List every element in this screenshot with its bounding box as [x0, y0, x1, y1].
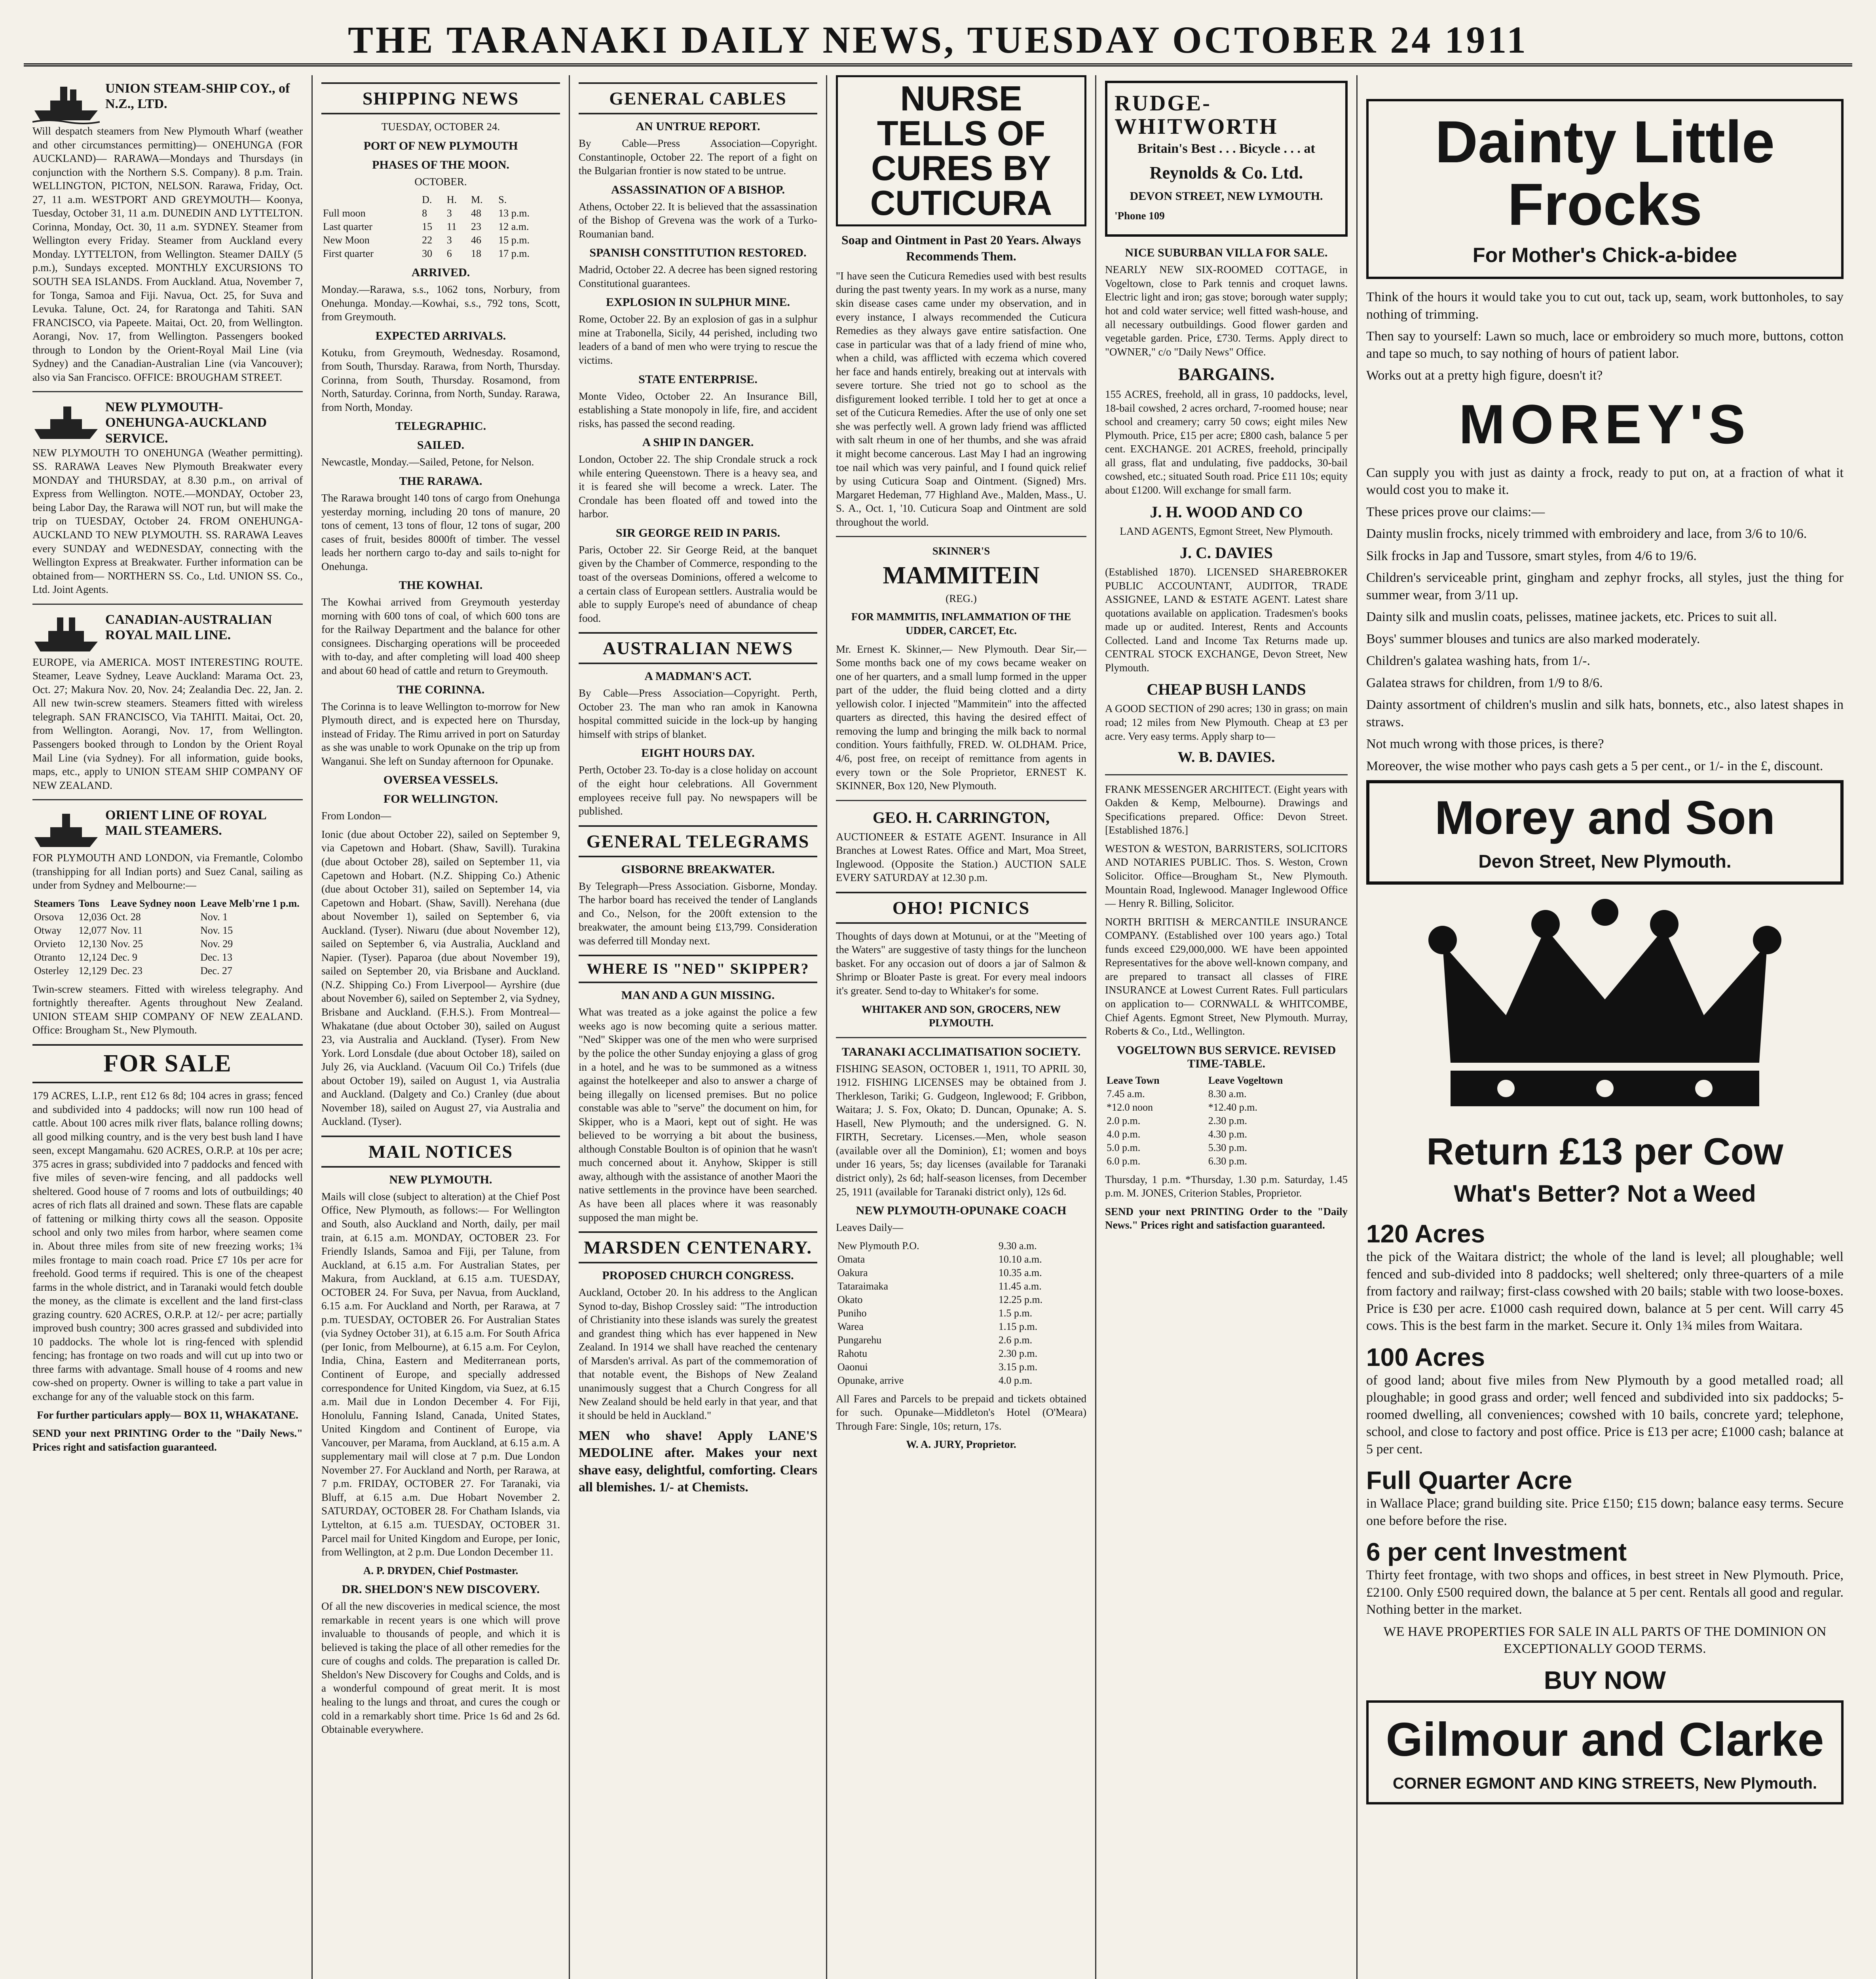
table-cell: Opunake, arrive [837, 1374, 904, 1386]
table-cell: 11.45 a.m. [998, 1280, 1042, 1292]
general-cables-heading: GENERAL CABLES [579, 82, 817, 114]
table-header-cell: Leave Vogeltown [1208, 1074, 1283, 1086]
acclimatisation-heading: TARANAKI ACCLIMATISATION SOCIETY. [841, 1045, 1081, 1058]
frocks-paragraph: These prices prove our claims:— [1366, 504, 1545, 519]
table-header-cell: S. [498, 194, 507, 206]
table-row [836, 1333, 1086, 1347]
story-heading: EXPLOSION IN SULPHUR MINE. [606, 296, 790, 309]
sheldon-text: Of all the new discoveries in medical science, the most remarkable in recent years is one which will prove invaluable to thousands of people, and which it is believed is taking the place of all other remedies for the cure of coughs and colds. The preparation is called Dr. Sheldon's New Discovery for Coughs and Colds, and is a wonderful compound of great merit. It is most healing to the lungs and throat, and cures the cough or cold in a remarkably short time. Price 1s 6d and 2s 6d. Obtainable everywhere. [321, 1600, 560, 1736]
kowhai-heading: THE KOWHAI. [399, 579, 483, 592]
coach-timetable [836, 1239, 1086, 1387]
rudge-text: Britain's Best . . . Bicycle . . . at [1137, 141, 1315, 156]
coach-foot: All Fares and Parcels to be prepaid and tickets obtained for such. Opunake—Middleton's Hotel (O'Meara) Through Fare: Single, 10s; return, 17s. [836, 1392, 1086, 1432]
cuticura-text: "I have seen the Cuticura Remedies used with best results during the past twenty years. In my work as a nurse, many skin disease cases came under my observation, and in every instance, I always recommended the Cuticura Remedies as they always gave entire satisfaction. One case in particular was that of a lady friend of mine who, when a child, was afflicted with eczema which covered her face and hands entirely, breaking out at intervals with severe torture. She tried not go to school as the disfigurement looked terrible. I told her to get at once a set of the Cuticura Remedies. After the use of only one set she was perfectly well. A grown lady friend was afflicted with salt rheum in one of her thumbs, and she was afraid it might become cancerous. Last May I had an ingrowing toe nail which was very painful, and I found quick relief by using Cuticura Soap and Ointment. (Signed) Mrs. Margaret Hedeman, 77 Highland Ave., Malden, Mass., U. S. A., Oct. 1, '10. Cuticura Soap and Ointment are sold throughout the world. [836, 270, 1086, 528]
orient-name: ORIENT LINE OF ROYAL MAIL STEAMERS. [105, 808, 266, 838]
price-item: Dainty silk and muslin coats, pelisses, matinee jackets, etc. Prices to suit all. [1366, 610, 1777, 625]
rarawa-text: The Rarawa brought 140 tons of cargo from Onehunga yesterday morning, including 20 tons of manure, 20 tons of cement, 13 tons of flour, 12 tons of sugar, 200 cases of fruit, besides 8000ft of timber. The vessel leads her northern cargo to-day and sails to-night for Onehunga. [321, 492, 560, 572]
onehunga-text: NEW PLYMOUTH TO ONEHUNGA (Weather permitting). SS. RARAWA Leaves New Plymouth Breakwater every MONDAY and THURSDAY, at 8.30 p.m., on arrival of Express from Wellington. NOTE.—MONDAY, October 23, being Labor Day, the Rarawa will NOT run, but will make the trip on TUESDAY, October 24. FROM ONEHUNGA-AUCKLAND TO NEW PLYMOUTH. SS. RARAWA Leaves every SUNDAY and WEDNESDAY, connecting with the Wellington Express at Breakwater. Further information can be obtained from— NORTHERN SS. Co., Ltd. UNION SS. Co., Ltd. Joint Agents. [32, 446, 303, 596]
onehunga-ad [32, 399, 303, 446]
divider [1105, 774, 1348, 775]
carrington-heading: GEO. H. CARRINGTON, [872, 808, 1050, 826]
story-heading: SIR GEORGE REID IN PARIS. [615, 526, 780, 539]
phone-number: 'Phone 109 [1115, 209, 1165, 222]
for-sale-text: 179 ACRES, L.I.P., rent £12 6s 8d; 104 acres in grass; fenced and subdivided into 4 paddocks; will now run 100 head of cattle. About 100 acres milk river flats, balance rolling downs; all good milking country, and is the very best bush land I have seen, except Mangamahu. 620 ACRES, O.R.P. at 10s per acre; 375 acres in grass; subdivided into 7 paddocks and fenced with five miles of seven-wire fencing, and all paddocks well sheltered. Good house of 7 rooms and lots of outbuildings; 40 acres of rich flats all drained and sown. These flats are capable of fattening or milking thirty cows all the season. Opposite school and only two miles from harbor, where seamen come in. About three miles from site of new freezing works; 1¾ miles frontage to main coach road. Price £7 10s per acre for freehold. Good terms if required. This is one of the cheapest farms in the whole district, and in Taranaki would fetch double the money, as the climate is excellent and the land first-class grazing country. 620 ACRES, O.R.P. at 12/- per acre; partially improved bush country; 300 acres grassed and subdivided into 10 paddocks. The whole lot is ring-fenced with splendid fencing; has frontage on two roads and will cut up into two or three farms with advantage. Small house of 4 rooms and new cow-shed on property. Owner is willing to take a part value in exchange for any of the valuable stock on this farm. [32, 1089, 303, 1403]
story-heading: ASSASSINATION OF A BISHOP. [611, 183, 785, 196]
table-cell: 22 [422, 234, 433, 246]
table-cell: 1.15 p.m. [998, 1320, 1038, 1332]
story-heading: EIGHT HOURS DAY. [641, 746, 755, 760]
table-cell: *12.40 p.m. [1208, 1101, 1258, 1113]
table-cell: Orsova [34, 911, 64, 923]
mail-sub-heading: NEW PLYMOUTH. [389, 1173, 492, 1186]
bush-lands-heading: CHEAP BUSH LANDS [1147, 680, 1306, 699]
table-cell: Last quarter [323, 221, 372, 233]
union-text: Will despatch steamers from New Plymouth Wharf (weather and other circumstances permitting)— ONEHUNGA (FOR AUCKLAND)— RARAWA—Mondays and Thursdays (in conjunction with the Northern S.S. Company). 8 p.m. Train. WELLINGTON, PICTON, NELSON. Rarawa, Friday, Oct. 27, 11 a.m. WESTPORT AND GREYMOUTH— Koonya, Tuesday, October 31, 11 a.m. DUNEDIN AND LYTTELTON. Corinna, Monday, Oct. 30, 11 a.m. SYDNEY. Steamer from Wellington every Friday. Steamer from Auckland every Monday. LYTTELTON, from Wellington. Steamer DAILY (5 p.m.), Sundays excepted. MONTHLY EXCURSIONS TO SOUTH SEA ISLANDS. From Auckland. Atua, November 7, for Tonga, Samoa and Fiji. Navua, Oct. 25, for Suva and Levuka. Talune, Oct. 24, for Raratonga and Tahiti. SAN FRANCISCO, via Papeete. Maitai, Oct. 20, from Wellington. Aorangi, Nov. 17, from Wellington. Passengers booked through to London by the Orient-Royal Mail Line (via Sydney) and the Canadian-Australian Line (via Vancouver); also via San Francisco. OFFICE: BROUGHAM STREET. [32, 125, 303, 383]
table-header-row [1105, 1074, 1348, 1087]
telegraphic-heading: TELEGRAPHIC. [395, 420, 486, 433]
frocks-sub: For Mother's Chick-a-bidee [1472, 244, 1737, 267]
table-cell: 6.0 p.m. [1107, 1155, 1141, 1167]
weston-text: WESTON & WESTON, BARRISTERS, SOLICITORS AND NOTARIES PUBLIC. Thos. S. Weston, Crown Solicitor. Office—Brougham St., New Plymouth. Mountain Road, Inglewood. Manager Inglewood Office — Henry R. Billing, Solicitor. [1105, 842, 1348, 910]
dainty-frocks-box [1366, 99, 1844, 279]
table-cell: Omata [837, 1253, 865, 1265]
story-text: Auckland, October 20. In his address to the Anglican Synod to-day, Bishop Crossley said: "The introduction of Christianity into these islands was surely the greatest and grandest thing which has ever happened in New Zealand. In 1914 we shall have reached the centenary of Marsden's arrival. As part of the commemoration of that notable event, the Bishops of New Zealand unanimously suggest that a Church Congress for all New Zealand should be held early in that year, and that it should be held in Auckland." [579, 1286, 817, 1421]
table-row [836, 1280, 1086, 1293]
table-row [1105, 1155, 1348, 1168]
investment-text: Thirty feet frontage, with two shops and offices, in best street in New Plymouth. Price, £2100. Only £500 required down, the balance at 5 per cent. Rentals all good and regular. Nothing better in the market. [1366, 1568, 1844, 1617]
corinna-heading: THE CORINNA. [397, 683, 485, 696]
a120-text: the pick of the Waitara district; the whole of the land is level; all ploughable; well fenced and sub-divided into 8 paddocks; well sheltered; only three-quarters of a mile from factory and railway; first-class cowshed with 20 bails; stable with two loose-boxes. Price is £30 per acre. £1000 cash required down, balance at 5 per cent. Will carry 45 cows. This is the best farm in the market. Secure it. Only 1¾ miles from Waitara. [1366, 1250, 1844, 1333]
steamship-icon [32, 612, 100, 655]
steamship-icon [32, 81, 100, 124]
table-cell: Rahotu [837, 1347, 868, 1359]
quarter-acre-text: in Wallace Place; grand building site. Price £150; £15 down; balance easy terms. Secure one before before the rise. [1366, 1496, 1844, 1528]
a100-heading: 100 Acres [1366, 1343, 1485, 1371]
gilmour-and-clarke: Gilmour and Clarke [1386, 1713, 1824, 1766]
for-sale-heading: FOR SALE [32, 1044, 303, 1083]
table-row [32, 937, 303, 951]
masthead [24, 16, 1852, 66]
frocks-paragraph: Can supply you with just as dainty a frock, ready to put on, at a fraction of what it would cost you to make it. [1366, 465, 1844, 498]
table-row [836, 1293, 1086, 1307]
bush-lands-text: A GOOD SECTION of 290 acres; 130 in grass; on main road; 12 miles from New Plymouth. Cheap at £3 per acre. Very easy terms. Apply sharp to— [1105, 703, 1348, 742]
for-sale-contact: For further particulars apply— BOX 11, WHAKATANE. [37, 1409, 298, 1421]
table-row [836, 1307, 1086, 1320]
table-cell: Okato [837, 1293, 863, 1305]
morey-address: Devon Street, New Plymouth. [1478, 851, 1732, 872]
newspaper-title: THE TARANAKI DAILY NEWS, TUESDAY OCTOBER 24 1911 [347, 18, 1529, 61]
mammitein-sub: FOR MAMMITIS, INFLAMMATION OF THE UDDER, CARCET, Etc. [851, 611, 1071, 637]
table-cell: 10.35 a.m. [998, 1267, 1042, 1278]
table-header-cell: Tons [78, 897, 99, 909]
table-row [836, 1253, 1086, 1266]
column-general-cables [570, 75, 827, 1979]
table-cell: Dec. 23 [110, 965, 143, 976]
table-cell: 3 [446, 207, 452, 219]
table-row [836, 1374, 1086, 1387]
return-per-cow: Return £13 per Cow [1426, 1130, 1783, 1173]
table-cell: 4.30 p.m. [1208, 1128, 1248, 1140]
table-header-cell: Leave Melb'rne 1 p.m. [200, 897, 300, 909]
table-header-cell: D. [422, 194, 432, 206]
rarawa-heading: THE RARAWA. [399, 475, 482, 488]
frocks-title: Dainty Little Frocks [1435, 108, 1775, 237]
moreys-heading: MOREY'S [1458, 393, 1751, 455]
column-shipping-ads [24, 75, 313, 1979]
table-cell: 8.30 a.m. [1208, 1088, 1247, 1100]
story-text: By Telegraph—Press Association. Gisborne, Monday. The harbor board has received the tender of Langlands and Co., Nelson, for the 200ft extension to the breakwater, the amount being £13,799. Consideration was deferred till Monday next. [579, 880, 817, 947]
divider [32, 799, 303, 800]
table-row [836, 1266, 1086, 1280]
table-cell: 6 [446, 248, 452, 260]
mammitein-name: MAMMITEIN [883, 562, 1040, 589]
quarter-acre-heading: Full Quarter Acre [1366, 1466, 1572, 1495]
price-item: Dainty muslin frocks, nicely trimmed with embroidery and lace, from 3/6 to 10/6. [1366, 526, 1807, 541]
crown-illustration [1366, 896, 1844, 1120]
table-row [1105, 1114, 1348, 1128]
a120-heading: 120 Acres [1366, 1219, 1485, 1248]
table-cell: 15 [422, 221, 433, 233]
table-cell: Osterley [34, 965, 69, 976]
moon-month: OCTOBER. [414, 175, 467, 188]
picnics-heading: OHO! PICNICS [836, 892, 1086, 924]
table-row [1105, 1141, 1348, 1155]
table-header-cell: H. [446, 194, 457, 206]
table-cell: New Plymouth P.O. [837, 1240, 919, 1252]
table-cell: Oakura [837, 1267, 868, 1278]
table-cell: 17 p.m. [498, 248, 530, 260]
table-row [321, 247, 560, 260]
table-row [1105, 1087, 1348, 1101]
printing-ad: SEND your next PRINTING Order to the "Daily News." Prices right and satisfaction guaranteed. [32, 1427, 303, 1453]
port-heading: PORT OF NEW PLYMOUTH [363, 139, 518, 152]
story-text: London, October 22. The ship Crondale struck a rock while entering Queenstown. There is a heavy sea, and it is feared she will become a wreck. Later. The Crondale has been floated off and towed into the harbor. [579, 453, 817, 520]
overseas-text: Ionic (due about October 22), sailed on September 9, via Capetown and Hobart. (Shaw, Savill). Turakina (due about October 28), sailed on September 11, via Capetown and Hobart. (N.Z. Shipping Co.) Athenic (due about October 31), sailed on September 14, via Capetown and Hobart. (Shaw, Savill). Nerehana (due about November 1), sailed on September 6, via Auckland. (Tyser). Niwaru (due about November 12), sailed on September 6, via Australia, Auckland and Napier. (Tyser). Paparoa (due about November 19), sailed on September 20, via Brisbane and Auckland. (N.Z. Shipping Co.) From Liverpool— Ayrshire (due about November 6), sailed on September 2, via Sydney, Brisbane and Auckland. (F.H.S.). From Montreal— Whakatane (due about October 30), sailed on August 23, via Australia and Auckland. (Tyser). From New York. Lord Lonsdale (due about October 18), sailed on July 26, via Auckland. (Vacuum Oil Co.) Trifels (due about October 19), sailed on August 1, via Australia and Auckland. (Dalgety and Co.) Cranley (due about November 18), sailed on August 27, via Australia and Auckland. (Tyser). [321, 828, 560, 1128]
table-cell: 15 p.m. [498, 234, 530, 246]
rudge-whitworth-ad [1105, 81, 1348, 237]
shipping-date: TUESDAY, OCTOBER 24. [381, 121, 500, 133]
table-cell: First quarter [323, 248, 374, 260]
story-heading: A SHIP IN DANGER. [642, 436, 754, 449]
table-cell: 13 p.m. [498, 207, 530, 219]
davies-heading: J. C. DAVIES [1180, 544, 1273, 562]
divider [836, 1037, 1086, 1038]
table-cell: Oaonui [837, 1361, 868, 1373]
table-cell: Full moon [323, 207, 366, 219]
table-cell: 5.30 p.m. [1208, 1141, 1248, 1153]
morey-and-son: Morey and Son [1434, 791, 1775, 845]
column-cuticura-ads [827, 75, 1096, 1979]
table-cell: Oct. 28 [110, 911, 141, 923]
sailed-text: Newcastle, Monday.—Sailed, Petone, for Nelson. [321, 456, 534, 468]
frocks-paragraph: Think of the hours it would take you to cut out, tack up, seam, work buttonholes, to say nothing of trimming. [1366, 290, 1844, 322]
davies-text: (Established 1870). LICENSED SHAREBROKER PUBLIC ACCOUNTANT, AUDITOR, TRADE ASSIGNEE, LAND & ESTATE AGENT. Latest share quotations available on application. Tradesmen's books made up or audited. Interest, Rents and Accounts Collected. Land and Income Tax Returns made up. CENTRAL STOCK EXCHANGE, Devon Street, New Plymouth. [1105, 566, 1348, 674]
expected-text: Kotuku, from Greymouth, Wednesday. Rosamond, from South, Thursday. Rarawa, from North, Thursday. Corinna, from South, Thursday. Rosamond, from North, Saturday. Corinna, from North, Sunday. Rarawa, from North, Monday. [321, 346, 560, 413]
morey-and-son-box [1366, 780, 1844, 885]
union-steamship-ad [32, 81, 303, 124]
corinna-text: The Corinna is to leave Wellington to-morrow for New Plymouth direct, and is expected here on Thursday, instead of Friday. The Rimu arrived in port on Saturday as she was unable to work Opunake on the trip up from Wanganui. She left on Sunday afternoon for Opunake. [321, 700, 560, 767]
union-name: UNION STEAM-SHIP COY., of N.Z., LTD. [105, 81, 290, 112]
villa-heading: NICE SUBURBAN VILLA FOR SALE. [1125, 246, 1328, 260]
london-heading: From London— [321, 810, 391, 822]
crown-icon [1427, 896, 1783, 1118]
table-cell: Orvieto [34, 938, 66, 950]
table-row [836, 1347, 1086, 1360]
table-row [321, 234, 560, 247]
whats-better: What's Better? Not a Weed [1454, 1180, 1756, 1207]
general-telegrams-heading: GENERAL TELEGRAMS [579, 825, 817, 857]
table-cell: Dec. 13 [200, 951, 232, 963]
table-cell: Dec. 27 [200, 965, 232, 976]
table-cell: 3.15 p.m. [998, 1361, 1038, 1373]
gilmour-address: CORNER EGMONT AND KING STREETS, New Plymouth. [1393, 1774, 1817, 1792]
gilmour-clarke-box [1366, 1700, 1844, 1804]
price-item: Boys' summer blouses and tunics are also marked moderately. [1366, 631, 1700, 646]
wood-heading: J. H. WOOD AND CO [1150, 503, 1303, 521]
table-row [32, 951, 303, 964]
moon-heading: PHASES OF THE MOON. [372, 158, 509, 171]
price-item: Children's galatea washing hats, from 1/-. [1366, 653, 1591, 669]
price-item: Dainty assortment of children's muslin and silk hats, bonnets, etc., also latest shapes in straws. [1366, 697, 1844, 729]
bargains-heading: BARGAINS. [1178, 365, 1275, 384]
table-row [321, 220, 560, 234]
table-header-cell [321, 193, 420, 207]
marsden-heading: MARSDEN CENTENARY. [579, 1231, 817, 1263]
story-text: By Cable—Press Association—Copyright. Perth, October 23. The man who ran amok in Kanowna hospital committed suicide in the lock-up by hanging himself with strips of blanket. [579, 687, 817, 740]
frocks-paragraph: Then say to yourself: Lawn so much, lace or embroidery so much more, buttons, cotton and tape so much, to say nothing of hours of patient labor. [1366, 329, 1844, 361]
story-heading: AN UNTRUE REPORT. [636, 120, 760, 133]
skinner-heading: SKINNER'S [932, 545, 990, 557]
story-heading: GISBORNE BREAKWATER. [621, 862, 775, 876]
a100-text: of good land; about five miles from New Plymouth by a good metalled road; all ploughable; in good grass and order; well fenced and subdivided into six paddocks; 5-roomed dwelling, all conveniences; cowshed with 10 bails, concrete yard; telephone, school, and close to factory and post office. Price is £13 per acre; £1000 cash; balance at 5 per cent. [1366, 1373, 1844, 1457]
story-text: Rome, October 22. By an explosion of gas in a sulphur mine at Trabonella, Sicily, 44 perished, including two leaders of a band of men who were trying to rescue the victims. [579, 313, 817, 367]
table-cell: 12,129 [78, 965, 107, 976]
table-row [836, 1239, 1086, 1253]
column-agents-ads [1096, 75, 1358, 1979]
canadian-australian-ad [32, 612, 303, 655]
table-cell: 23 [471, 221, 481, 233]
cuticura-sub: Soap and Ointment in Past 20 Years. Always Recommends Them. [841, 233, 1081, 263]
table-cell: 10.10 a.m. [998, 1253, 1042, 1265]
table-cell: 2.6 p.m. [998, 1334, 1033, 1346]
bus-timetable [1105, 1074, 1348, 1168]
sheldon-heading: DR. SHELDON'S NEW DISCOVERY. [342, 1583, 540, 1596]
table-cell: Nov. 29 [200, 938, 233, 950]
skipper-heading: WHERE IS "NED" SKIPPER? [579, 955, 817, 983]
orient-foot: Twin-screw steamers. Fitted with wireless telegraphy. And fortnightly thereafter. Agents throughout New Zealand. UNION STEAM SHIP COMPANY OF NEW ZEALAND. Office: Brougham St., New Plymouth. [32, 983, 303, 1036]
expected-heading: EXPECTED ARRIVALS. [375, 329, 506, 342]
australian-news-heading: AUSTRALIAN NEWS [579, 632, 817, 664]
reynolds-name: Reynolds & Co. Ltd. [1149, 163, 1303, 183]
table-cell: Warea [837, 1320, 864, 1332]
table-cell: 12,130 [78, 938, 107, 950]
table-cell: New Moon [323, 234, 370, 246]
divider [32, 604, 303, 605]
table-cell: 9.30 a.m. [998, 1240, 1037, 1252]
table-row [321, 207, 560, 220]
overseas-heading: OVERSEA VESSELS. [383, 773, 498, 787]
table-cell: 5.0 p.m. [1107, 1141, 1141, 1153]
table-cell: 2.0 p.m. [1107, 1115, 1141, 1126]
column-morey-gilmour-ads [1358, 75, 1852, 1979]
table-header-cell: Leave Sydney noon [110, 897, 196, 909]
table-row [836, 1360, 1086, 1374]
price-item: Children's serviceable print, gingham and zephyr frocks, all styles, just the thing for summer wear, from 3/11 up. [1366, 570, 1844, 602]
table-cell: 11 [446, 221, 457, 233]
picnics-text: Thoughts of days down at Motunui, or at the "Meeting of the Waters" are suggestive of tasty things for the luncheon basket. For any occasion out of doors a jar of Salmon & Shrimp or Bloater Paste is great. For every meal indoors it's greater. Send to-day to Whitaker's for some. [836, 930, 1086, 997]
story-heading: SPANISH CONSTITUTION RESTORED. [589, 246, 807, 260]
table-cell: Nov. 15 [200, 924, 233, 936]
table-cell: 6.30 p.m. [1208, 1155, 1248, 1167]
acclimatisation-text: FISHING SEASON, OCTOBER 1, 1911, TO APRIL 30, 1912. FISHING LICENSES may be obtained from J. Therkleson, Tariki; G. Gudgeon, Inglewood; F. Gribbon, Waitara; J. S. Fox, Okato; D. Duncan, Opunake; A. S. Hasell, New Plymouth; and the undersigned. G. N. FIRTH, Secretary. Licenses.—Men, whole season (available over all the Dominion), £1; women and boys under 16 years, 5s; day licenses (available for Taranaki district only), 2s 6d; half-season licenses, from December 25, 1911 (available for Taranaki district only), 12s 6d. [836, 1062, 1086, 1198]
buy-now: BUY NOW [1544, 1666, 1666, 1694]
bargains-text: 155 ACRES, freehold, all in grass, 10 paddocks, level, 18-bail cowshed, 2 acres orchard, 7-roomed house; near school and creamery; carry 50 cows; eight miles New Plymouth. Price, £15 per acre; £800 cash, balance 5 per cent. EXCHANGE. 201 ACRES, freehold, principally all grass, flat and undulating, five paddocks, 30-bail cowshed, etc.; situated South road. Price £11 10s; equity about £1200. Will exchange for small farm. [1105, 388, 1348, 496]
frocks-paragraph: Works out at a pretty high figure, doesn't it? [1366, 368, 1603, 383]
table-cell: 3 [446, 234, 452, 246]
reynolds-address: DEVON STREET, NEW LYMOUTH. [1130, 190, 1323, 203]
moon-phases-table [321, 193, 560, 260]
story-text: What was treated as a joke against the police a few weeks ago is now becoming quite a serious matter. "Ned" Skipper was one of the men who were surprised by the police the other Sunday enjoying a glass of grog in a hotel, and he was to be summoned as a witness against the hotelkeeper and also to answer a charge of being illegally on licensed premises. But no police constable was able to "serve" the document on him, for Skipper, who is a Maori, kept out of sight. He was believed to be worrying a bit about the business, although Constable Boulton is of opinion that he wasn't much concerned about it. Anyhow, Skipper is still away, although with the assistance of another Maori the native settlements in the province have been searched. As have been all places where it was reasonably supposed the man might be. [579, 1006, 817, 1223]
table-cell: 4.0 p.m. [998, 1374, 1033, 1386]
table-cell: 4.0 p.m. [1107, 1128, 1141, 1140]
column-shipping-news [313, 75, 570, 1979]
orient-text: FOR PLYMOUTH AND LONDON, via Fremantle, Colombo (transhipping for all Indian ports) and Suez Canal, sailing as under from Sydney and Melbourne:— [32, 852, 303, 891]
bus-foot: Thursday, 1 p.m. *Thursday, 1.30 p.m. Saturday, 1.45 p.m. M. JONES, Criterion Stables, Proprietor. [1105, 1173, 1348, 1199]
mammitein-reg: (REG.) [946, 592, 977, 604]
printing-ad: SEND your next PRINTING Order to the "Daily News." Prices right and satisfaction guaranteed. [1105, 1205, 1348, 1231]
rudge-name: RUDGE-WHITWORTH [1115, 91, 1278, 139]
table-row [32, 924, 303, 937]
table-cell: Pungarehu [837, 1334, 882, 1346]
story-text: Monte Video, October 22. An Insurance Bill, establishing a State monopoly in life, fire, and accident risks, has passed the second reading. [579, 390, 817, 429]
table-cell: 48 [471, 207, 481, 219]
steamship-icon [32, 399, 100, 443]
story-text: Athens, October 22. It is believed that the assassination of the Bishop of Grevena was the work of a Turko-Roumanian band. [579, 200, 817, 240]
villa-text: NEARLY NEW SIX-ROOMED COTTAGE, in Vogeltown, close to Park tennis and croquet lawns. Electric light and iron; gas stove; borough water supply; hot and cold water service; well fitted wash-house, and all necessary outbuildings. Good flower garden and vegetable garden. Price, £730. Terms. Apply direct to "OWNER," c/o "Daily News" Office. [1105, 264, 1348, 358]
table-cell: 12.25 p.m. [998, 1293, 1043, 1305]
table-header-cell: Steamers [34, 897, 75, 909]
investment-heading: 6 per cent Investment [1366, 1538, 1627, 1567]
coach-sign: W. A. JURY, Proprietor. [906, 1438, 1016, 1451]
postmaster-signature: A. P. DRYDEN, Chief Postmaster. [363, 1564, 518, 1576]
onehunga-name: NEW PLYMOUTH-ONEHUNGA-AUCKLAND SERVICE. [105, 400, 267, 446]
story-text: Paris, October 22. Sir George Reid, at the banquet given by the Chamber of Commerce, responding to the toast of the overseas Dominions, offered a welcome to a certain class of European settlers. Australia would be able to supply Europe's need of abundance of cheap food. [579, 543, 817, 624]
table-header-cell: M. [471, 194, 483, 206]
steamship-icon [32, 807, 100, 851]
table-cell: 1.5 p.m. [998, 1307, 1033, 1319]
cuticura-title: NURSE TELLS OF CURES BY CUTICURA [836, 75, 1086, 226]
table-cell: Tataraimaka [837, 1280, 889, 1292]
story-heading: STATE ENTERPRISE. [638, 372, 758, 386]
table-cell: Nov. 11 [110, 924, 143, 936]
bus-heading: VOGELTOWN BUS SERVICE. REVISED TIME-TABLE. [1116, 1043, 1336, 1070]
price-item: Silk frocks in Jap and Tussore, smart styles, from 4/6 to 19/6. [1366, 548, 1697, 563]
kowhai-text: The Kowhai arrived from Greymouth yesterday morning with 600 tons of coal, of which 600 tons are for the Railway Department and the balance for other consignees. Discharging operations will be proceeded with to-day, and after completing will load 400 sheep and about 60 head of cattle and return to Greymouth. [321, 596, 560, 677]
table-cell: *12.0 noon [1107, 1101, 1153, 1113]
table-row [1105, 1128, 1348, 1141]
table-row [32, 964, 303, 978]
table-cell: 8 [422, 207, 427, 219]
bush-lands-sign: W. B. DAVIES. [1177, 749, 1275, 766]
table-cell: 46 [471, 234, 481, 246]
table-cell: 18 [471, 248, 481, 260]
table-cell: Dec. 9 [110, 951, 138, 963]
story-text: By Cable—Press Association—Copyright. Constantinople, October 22. The report of a fight on the Bulgarian frontier is now stated to be untrue. [579, 137, 817, 177]
coach-heading: NEW PLYMOUTH-OPUNAKE COACH [856, 1204, 1067, 1217]
table-cell: Puniho [837, 1307, 867, 1319]
price-item: Not much wrong with those prices, is there? [1366, 737, 1604, 752]
properties-text: WE HAVE PROPERTIES FOR SALE IN ALL PARTS OF THE DOMINION ON EXCEPTIONALLY GOOD TERMS. [1383, 1624, 1827, 1656]
table-cell: 12,036 [78, 911, 107, 923]
story-heading: A MADMAN'S ACT. [644, 670, 752, 683]
canadian-name: CANADIAN-AUSTRALIAN ROYAL MAIL LINE. [105, 612, 272, 642]
table-cell: 30 [422, 248, 433, 260]
table-cell: Nov. 25 [110, 938, 143, 950]
table-cell: Nov. 1 [200, 911, 228, 923]
table-cell: 7.45 a.m. [1107, 1088, 1145, 1100]
divider [32, 391, 303, 392]
table-cell: Otway [34, 924, 62, 936]
coach-sub: Leaves Daily— [836, 1221, 904, 1234]
table-cell: 12 a.m. [498, 221, 529, 233]
table-cell: 2.30 p.m. [1208, 1115, 1248, 1126]
mammitein-text: Mr. Ernest K. Skinner,— New Plymouth. Dear Sir,—Some months back one of my cows became weaker on one of her quarters, and a small lump formed in the upper part of the udder, the fluid being clotted and a dirty yellowish color. I injected "Mammitein" into the affected quarters as directed, this having the desired effect of removing the lump and bringing the milk back to normal condition. Yours faithfully, FRED. W. OLDHAM. Price, 4/6, post free, on receipt of remittance from agents in every town or the Sole Proprietor, ERNEST K. SKINNER, Box 120, New Plymouth. [836, 643, 1086, 792]
arrived-heading: ARRIVED. [411, 266, 470, 279]
sailed-heading: SAILED. [417, 439, 465, 452]
table-header-cell: Leave Town [1107, 1074, 1160, 1086]
table-cell: 2.30 p.m. [998, 1347, 1038, 1359]
mail-text: Mails will close (subject to alteration) at the Chief Post Office, New Plymouth, as follows:— For Wellington and South, also Auckland and North, daily, per mail train, at 6.15 a.m. MONDAY, OCTOBER 23. For Friendly Islands, Samoa and Fiji, per Talune, from Auckland, at 6.15 a.m. For Australian States, per Makura, from Auckland, at 6.15 a.m. TUESDAY, OCTOBER 24. For Suva, per Navua, from Auckland, 6.15 a.m. For Auckland and North, per Rarawa, at 7 p.m. TUESDAY, OCTOBER 26. For Australian States (via Sydney October 31), at 6.15 a.m. For South Africa (per Ionic, from Melbourne), at 6.15 a.m. For Ceylon, India, China, Eastern and Mediterranean ports, Continent of Europe, and specially addressed correspondence for United Kingdom, via Suez, at 6.15 a.m. Mail due in London December 4. For Fiji, Honolulu, Fanning Island, Canada, United States, United Kingdom and Continent of Europe, via Vancouver, per Marama, from Auckland, at 6.15 a.m. A supplementary mail will close at 7 p.m. Due London November 27. For Auckland and North, per Rarawa, at 7 p.m. FRIDAY, OCTOBER 27. For Taranaki, via Bluff, at 6.15 a.m. Due Hobart November 2. SATURDAY, OCTOBER 28. For Chatham Islands, via Lyttelton, at 6.15 a.m. TUESDAY, OCTOBER 31. Parcel mail for United Kingdom and Europe, per Ionic, from Wellington, at 2 p.m. Due London December 11. [321, 1190, 560, 1558]
lane-medoline-ad: MEN who shave! Apply LANE'S MEDOLINE after. Makes your next shave easy, delightful, comforting. Clears all blemishes. 1/- at Chemists. [579, 1428, 817, 1495]
table-header-row [321, 193, 560, 207]
wood-text: LAND AGENTS, Egmont Street, New Plymouth. [1120, 525, 1333, 537]
table-row [1105, 1101, 1348, 1114]
table-cell: 12,124 [78, 951, 107, 963]
price-item: Moreover, the wise mother who pays cash gets a 5 per cent., or 1/- in the £, discount. [1366, 758, 1823, 773]
story-heading: MAN AND A GUN MISSING. [621, 989, 775, 1002]
story-heading: PROPOSED CHURCH CONGRESS. [602, 1269, 794, 1282]
canadian-text: EUROPE, via AMERICA. MOST INTERESTING ROUTE. Steamer, Leave Sydney, Leave Auckland: Marama Oct. 23, Oct. 27; Makura Nov. 20, Nov. 24; Zealandia Dec. 22, Jan. 2. All new twin-screw steamers. Steamers fitted with wireless telegraph. SAN FRANCISCO, Via TAHITI. Maitai, Oct. 20, from Wellington. Aorangi, Nov. 17, from Wellington. Passengers booked through to London by the Orient Royal Mail Line (via Sydney). For all information, guide books, maps, etc., apply to UNION STEAM SHIP COMPANY OF NEW ZEALAND. [32, 656, 303, 791]
story-text: Perth, October 23. To-day is a close holiday on account of the eight hour celebrations. All Government employees receive full pay. No newspapers will be published. [579, 764, 817, 817]
table-row [836, 1320, 1086, 1333]
price-item: Galatea straws for children, from 1/9 to 8/6. [1366, 675, 1603, 690]
divider [836, 536, 1086, 537]
arrived-text: Monday.—Rarawa, s.s., 1062 tons, Norbury, from Onehunga. Monday.—Kowhai, s.s., 792 tons, Scott, from Greymouth. [321, 283, 560, 323]
table-cell: 12,077 [78, 924, 107, 936]
carrington-text: AUCTIONEER & ESTATE AGENT. Insurance in All Branches at Lowest Rates. Office and Mart, Moa Street, Inglewood. (Opposite the Station.) AUCTION SALE EVERY SATURDAY at 12.30 p.m. [836, 830, 1086, 884]
page-columns [24, 75, 1852, 1979]
mail-notices-heading: MAIL NOTICES [321, 1136, 560, 1168]
story-text: Madrid, October 22. A decree has been signed restoring Constitutional guarantees. [579, 264, 817, 289]
orient-sailings-table [32, 897, 303, 978]
wellington-heading: FOR WELLINGTON. [384, 792, 498, 806]
messenger-text: FRANK MESSENGER ARCHITECT. (Eight years with Oakden & Kemp, Melbourne). Drawings and Specifications prepared. Office: Devon Street. [Established 1876.] [1105, 783, 1348, 836]
table-row [32, 910, 303, 924]
whitaker-sign: WHITAKER AND SON, GROCERS, NEW PLYMOUTH. [861, 1003, 1061, 1029]
table-cell: Otranto [34, 951, 66, 963]
north-british-text: NORTH BRITISH & MERCANTILE INSURANCE COMPANY. (Established over 100 years ago.) Total funds exceed £29,000,000. WE have been appointed Representatives for the above well-known company, and are prepared to transact all classes of FIRE INSURANCE at Lowest Current Rates. Full particulars on application to— CORNWALL & WHITCOMBE, Chief Agents. Egmont Street, New Plymouth. Murray, Roberts & Co., Ltd., Wellington. [1105, 915, 1348, 1037]
divider [836, 800, 1086, 801]
shipping-news-heading: SHIPPING NEWS [321, 82, 560, 114]
orient-line-ad [32, 807, 303, 851]
table-header-row [32, 897, 303, 910]
